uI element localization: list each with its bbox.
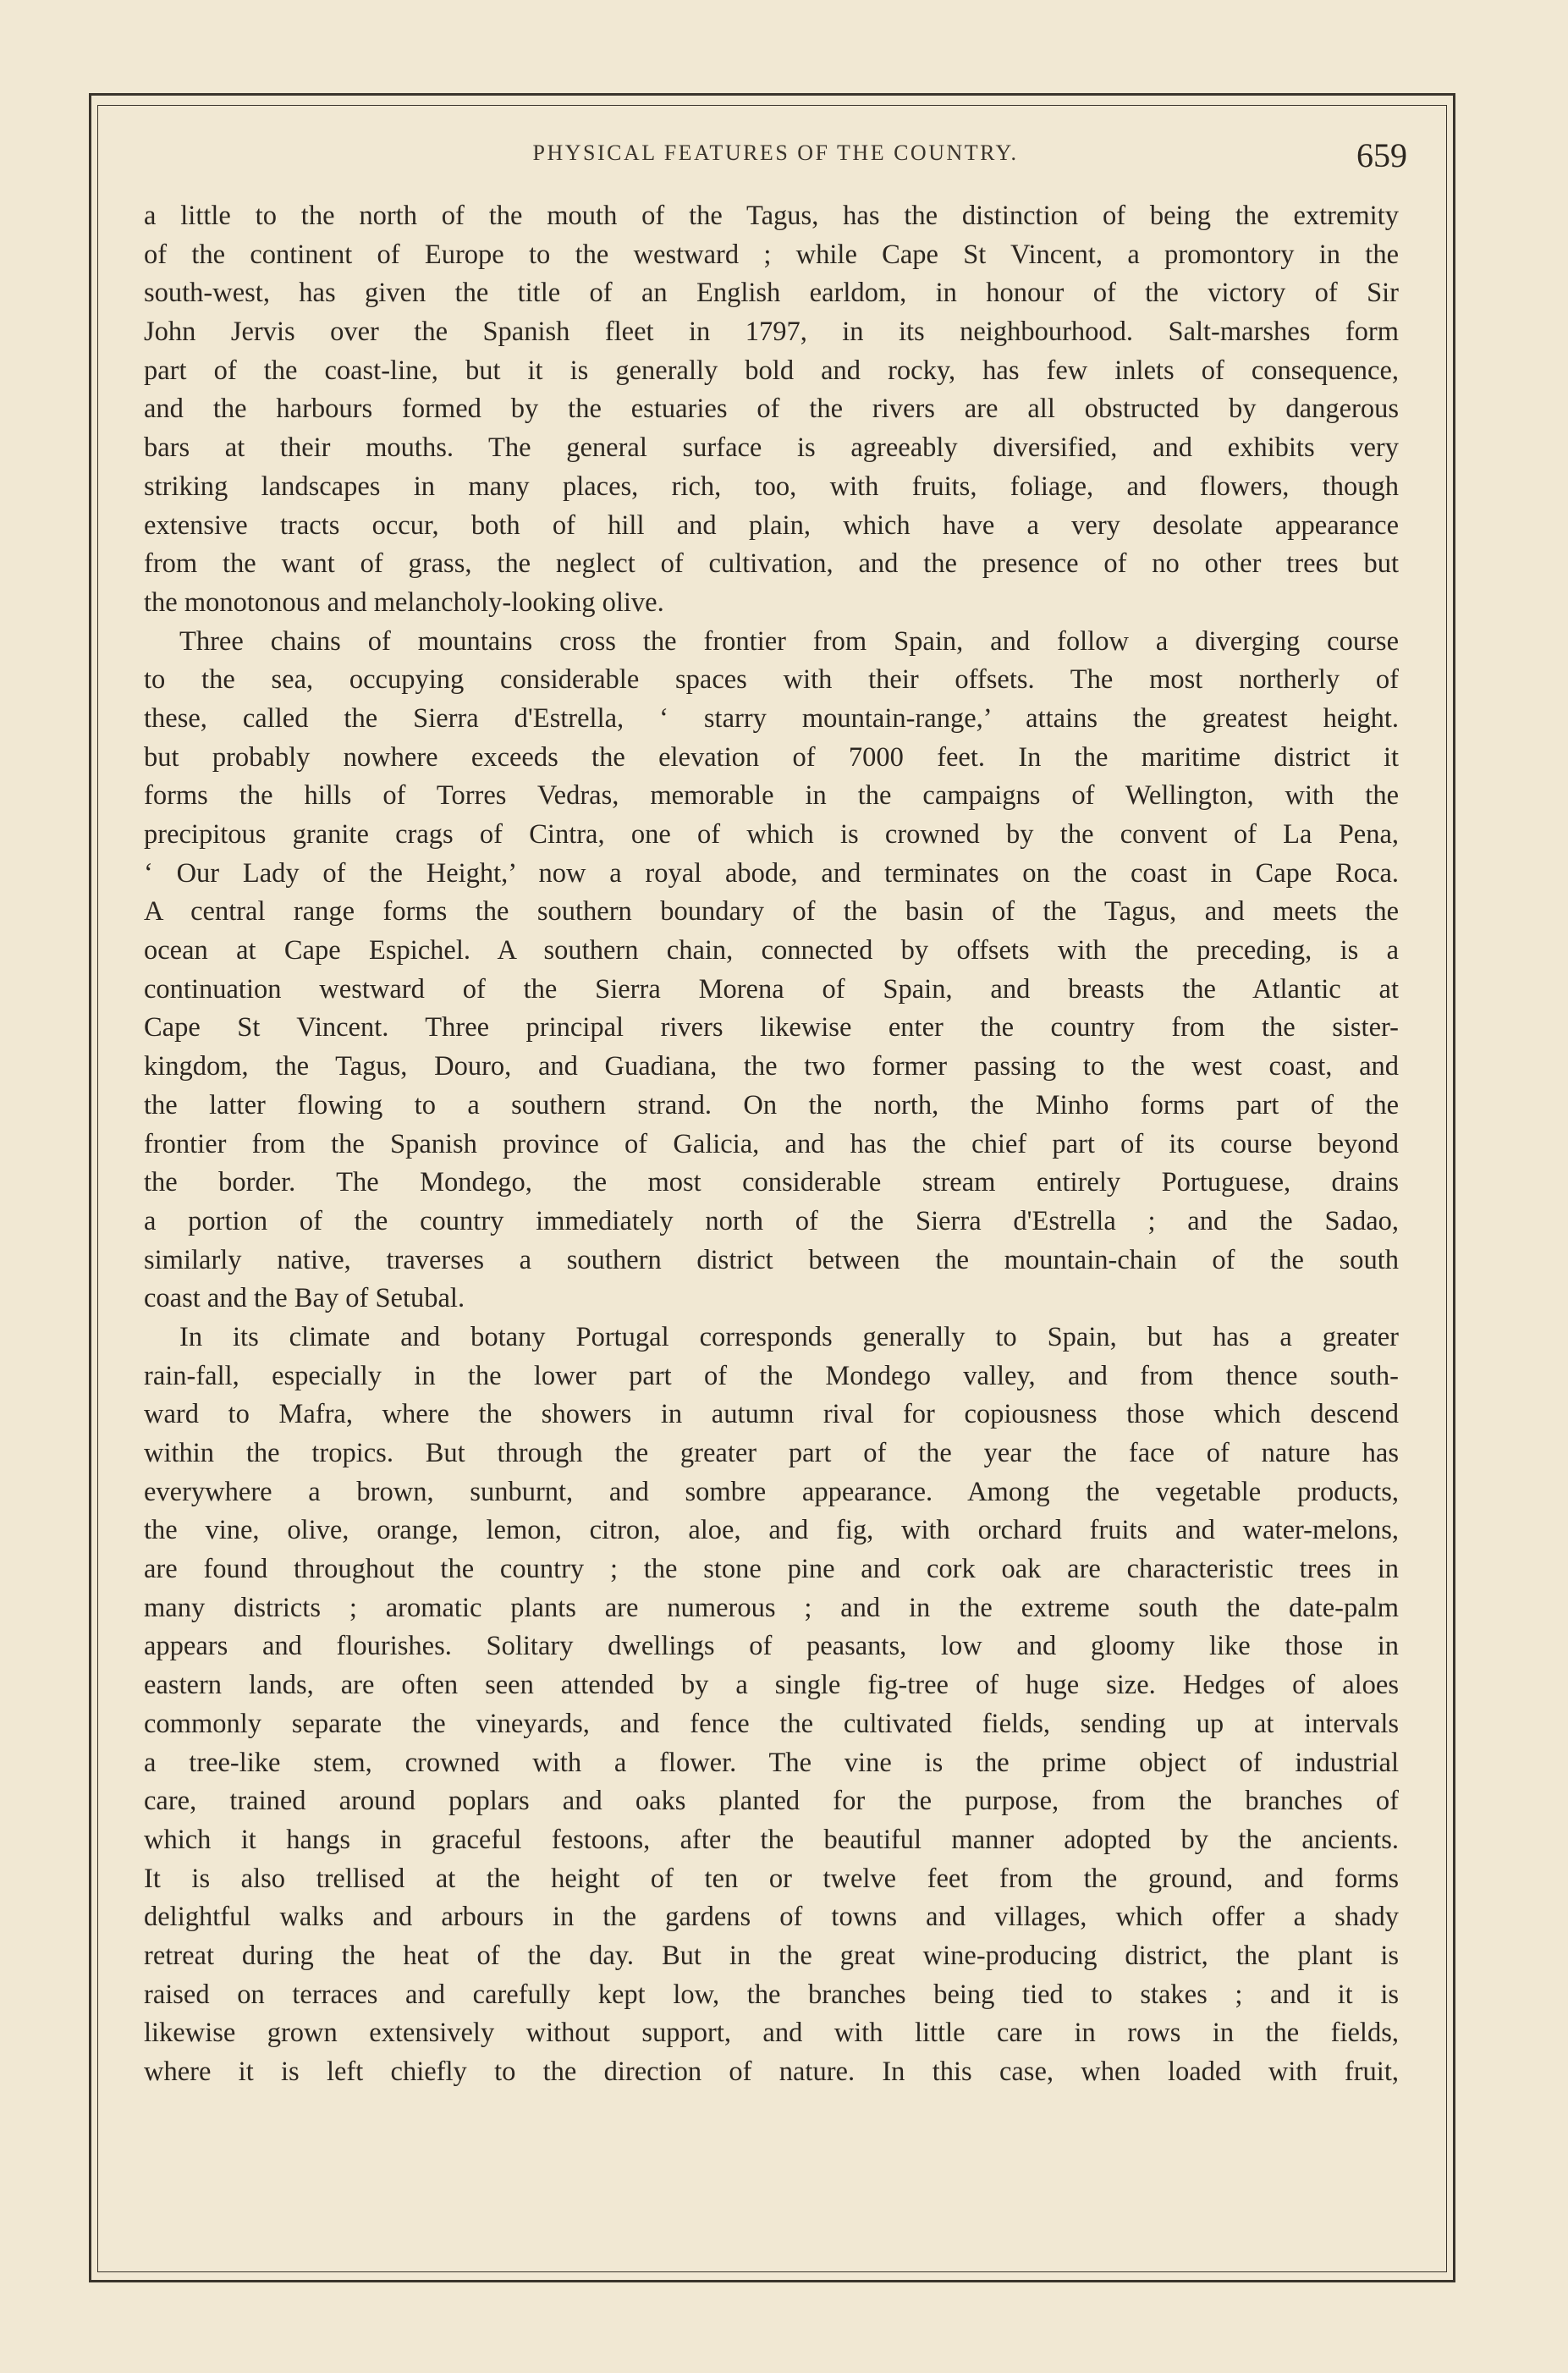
text-line: the border. The Mondego, the most considerable stream entirely Portuguese, drains: [144, 1167, 1399, 1198]
text-line: a portion of the country immediately north of the Sierra d'Estrella ; and the Sadao,: [144, 1205, 1399, 1236]
text-line: extensive tracts occur, both of hill and plain, which have a very desolate appearance: [144, 509, 1399, 541]
text-line: from the want of grass, the neglect of cultivation, and the presence of no other trees but: [144, 548, 1399, 580]
text-line: bars at their mouths. The general surface is agreeably diversified, and exhibits very: [144, 432, 1399, 464]
text-line: appears and flourishes. Solitary dwellings of peasants, low and gloomy like those in: [144, 1631, 1399, 1662]
border-right-outer: [1453, 93, 1455, 2282]
text-line: the vine, olive, orange, lemon, citron, aloe, and fig, with orchard fruits and water-melons,: [144, 1515, 1399, 1546]
text-line: care, trained around poplars and oaks planted for the purpose, from the branches of: [144, 1786, 1399, 1817]
text-line: and the harbours formed by the estuaries of the rivers are all obstructed by dangerous: [144, 394, 1399, 425]
page-number: 659: [1356, 136, 1407, 174]
text-line: part of the coast-line, but it is generally bold and rocky, has few inlets of consequence,: [144, 355, 1399, 386]
text-line: A central range forms the southern boundary of the basin of the Tagus, and meets the: [144, 896, 1399, 928]
text-line: a little to the north of the mouth of the Tagus, has the distinction of being the extremity: [144, 201, 1399, 231]
text-line: striking landscapes in many places, rich, too, with fruits, foliage, and flowers, though: [144, 471, 1399, 502]
text-line: coast and the Bay of Setubal.: [144, 1283, 465, 1314]
text-line: ocean at Cape Espichel. A southern chain, connected by offsets with the preceding, is a: [144, 935, 1399, 966]
text-line: a tree-like stem, crowned with a flower. The vine is the prime object of industrial: [144, 1747, 1399, 1778]
paragraph: [144, 623, 1399, 1319]
text-line: which it hangs in graceful festoons, after the beautiful manner adopted by the ancients.: [144, 1824, 1399, 1855]
text-line: delightful walks and arbours in the gardens of towns and villages, which offer a shady: [144, 1902, 1399, 1933]
text-line: continuation westward of the Sierra Morena of Spain, and breasts the Atlantic at: [144, 973, 1399, 1005]
border-bottom-outer: [89, 2280, 1455, 2282]
text-line: retreat during the heat of the day. But in the great wine-producing district, the plant is: [144, 1940, 1399, 1971]
border-left-inner: [97, 105, 98, 2272]
text-line: rain-fall, especially in the lower part of the Mondego valley, and from thence south-: [144, 1360, 1399, 1391]
text-line: south-west, has given the title of an English earldom, in honour of the victory of Sir: [144, 278, 1399, 309]
text-line: but probably nowhere exceeds the elevation of 7000 feet. In the maritime district it: [144, 741, 1399, 773]
text-line: John Jervis over the Spanish fleet in 1797, in its neighbourhood. Salt-marshes form: [144, 317, 1399, 348]
text-line: kingdom, the Tagus, Douro, and Guadiana, the two former passing to the west coast, and: [144, 1051, 1399, 1082]
text-line: similarly native, traverses a southern district between the mountain-chain of the south: [144, 1244, 1399, 1275]
running-title: PHYSICAL FEATURES OF THE COUNTRY.: [532, 140, 1019, 165]
text-line: Three chains of mountains cross the frontier from Spain, and follow a diverging course: [179, 625, 1399, 657]
text-line: many districts ; aromatic plants are numerous ; and in the extreme south the date-palm: [144, 1592, 1399, 1623]
paragraph: [144, 1319, 1399, 2092]
text-line: forms the hills of Torres Vedras, memorable in the campaigns of Wellington, with the: [144, 780, 1399, 812]
text-line: where it is left chiefly to the direction of nature. In this case, when loaded with fruit,: [144, 2056, 1399, 2087]
paragraph: [144, 197, 1399, 623]
text-line: It is also trellised at the height of ten or twelve feet from the ground, and forms: [144, 1863, 1399, 1894]
text-line: ward to Mafra, where the showers in autumn rival for copiousness those which descend: [144, 1399, 1399, 1430]
text-line: to the sea, occupying considerable spaces with their offsets. The most northerly of: [144, 664, 1399, 696]
text-line: the monotonous and melancholy-looking olive.: [144, 586, 664, 618]
text-line: ‘ Our Lady of the Height,’ now a royal abode, and terminates on the coast in Cape Roca.: [144, 857, 1399, 889]
text-line: Cape St Vincent. Three principal rivers likewise enter the country from the sister-: [144, 1012, 1399, 1043]
text-line: precipitous granite crags of Cintra, one of which is crowned by the convent of La Pena,: [144, 819, 1399, 850]
border-top-inner: [97, 105, 1447, 106]
text-line: are found throughout the country ; the stone pine and cork oak are characteristic trees in: [144, 1554, 1399, 1585]
text-line: of the continent of Europe to the westward ; while Cape St Vincent, a promontory in the: [144, 239, 1399, 270]
border-bottom-inner: [97, 2271, 1447, 2272]
border-top-outer: [89, 93, 1455, 96]
text-line: commonly separate the vineyards, and fence the cultivated fields, sending up at intervals: [144, 1708, 1399, 1739]
border-right-inner: [1446, 105, 1447, 2272]
text-line: these, called the Sierra d'Estrella, ‘ starry mountain-range,’ attains the greatest height.: [144, 702, 1399, 734]
text-line: everywhere a brown, sunburnt, and sombre appearance. Among the vegetable products,: [144, 1476, 1399, 1507]
text-line: the latter flowing to a southern strand. On the north, the Minho forms part of the: [144, 1089, 1399, 1120]
text-line: likewise grown extensively without support, and with little care in rows in the fields,: [144, 2018, 1399, 2049]
running-header: [144, 136, 1407, 183]
text-line: eastern lands, are often seen attended by a single fig-tree of huge size. Hedges of aloes: [144, 1670, 1399, 1701]
text-line: raised on terraces and carefully kept low, the branches being tied to stakes ; and it is: [144, 1979, 1399, 2010]
body-text: [144, 197, 1399, 2092]
text-line: within the tropics. But through the greater part of the year the face of nature has: [144, 1438, 1399, 1468]
text-line: frontier from the Spanish province of Galicia, and has the chief part of its course beyond: [144, 1128, 1399, 1159]
text-line: In its climate and botany Portugal corresponds generally to Spain, but has a greater: [179, 1321, 1399, 1352]
border-left-outer: [89, 93, 91, 2282]
